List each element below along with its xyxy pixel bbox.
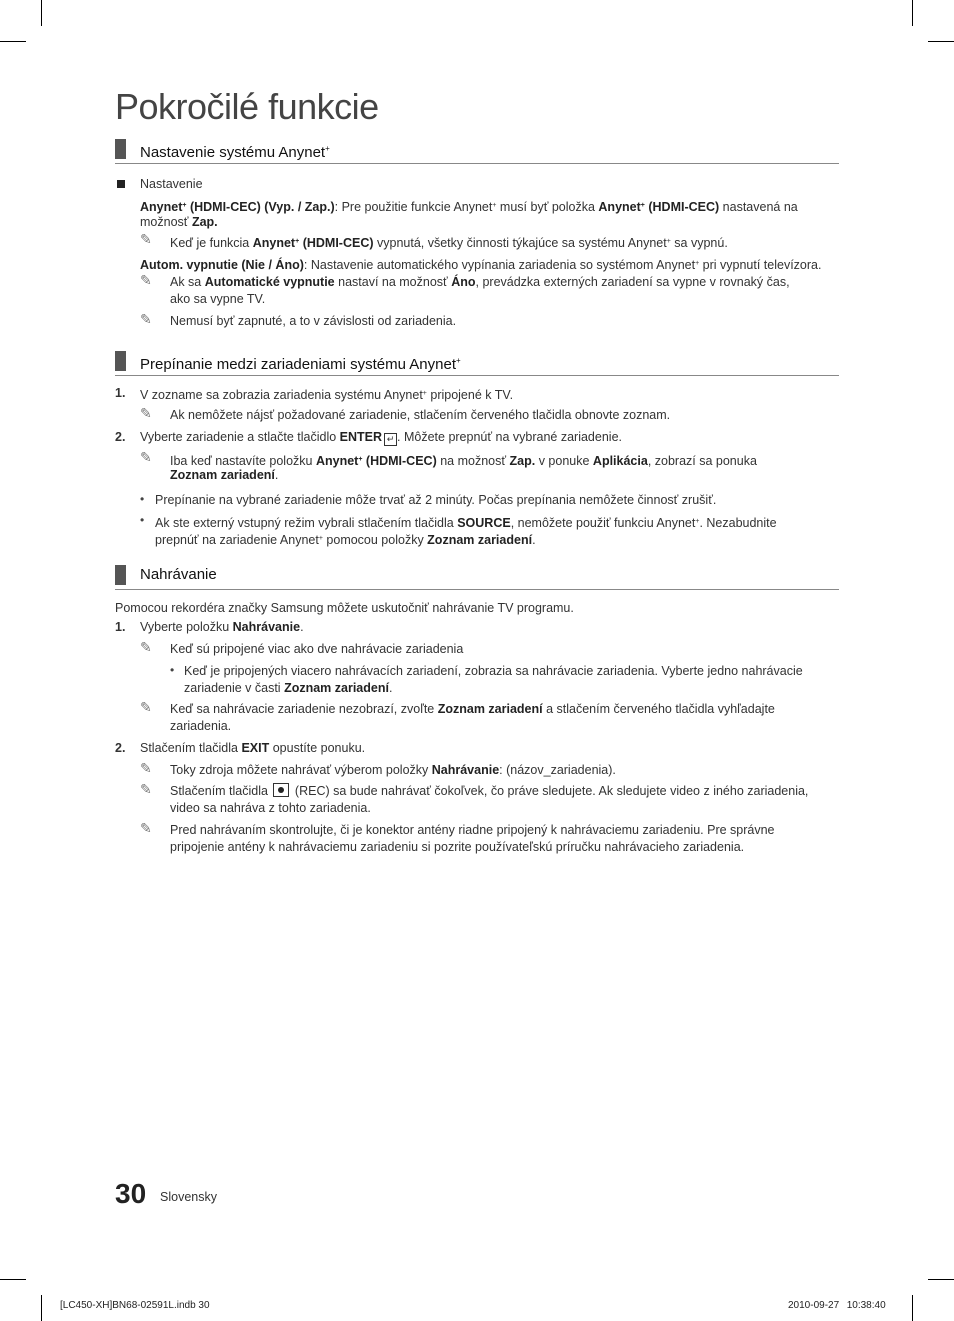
section-title: Nastavenie systému Anynet: [140, 144, 326, 161]
note-text: Keď sú pripojené viac ako dve nahrávacie zariadenia: [170, 642, 464, 656]
paragraph-line: možnosť Zap.: [140, 215, 218, 229]
section-heading-anynet-switching: Prepínanie medzi zariadeniami systému Anynet+: [115, 350, 839, 376]
intro-text: Pomocou rekordéra značky Samsung môžete uskutočniť nahrávanie TV programu.: [115, 601, 574, 615]
bullet-text: Prepínanie na vybrané zariadenie môže trvať až 2 minúty. Počas prepínania nemôžete činnosť zrušiť.: [155, 493, 717, 507]
paragraph-line: Autom. vypnutie (Nie / Áno): Nastavenie automatického vypínania zariadenia so systémom Anynet+ pri vypnutí televízora.: [140, 258, 822, 272]
step-number: 1.: [115, 386, 126, 400]
note-text: Nemusí byť zapnuté, a to v závislosti od zariadenia.: [170, 314, 457, 328]
note-text: ako sa vypne TV.: [170, 292, 266, 306]
bullet-text: Keď je pripojených viacero nahrávacích zariadení, zobrazia sa nahrávacie zariadenia. Vyberte jedno nahrávacie: [184, 664, 803, 678]
paragraph-line: Anynet+ (HDMI-CEC) (Vyp. / Zap.): Pre použitie funkcie Anynet+ musí byť položka Anynet+ (HDMI-CEC) nastavená na: [140, 200, 798, 214]
pencil-note-icon: ✎: [140, 311, 152, 327]
square-bullet-icon: [117, 180, 125, 188]
crop-mark: [41, 1295, 42, 1321]
pencil-note-icon: ✎: [140, 760, 152, 776]
note-text: Zoznam zariadení.: [170, 468, 279, 482]
crop-mark: [912, 0, 913, 26]
bullet-icon: •: [140, 513, 145, 527]
bullet-icon: •: [170, 663, 175, 677]
crop-mark: [41, 0, 42, 26]
bullet-text: zariadenie v časti Zoznam zariadení.: [184, 681, 393, 695]
subheading-nastavenie: Nastavenie: [140, 177, 203, 191]
pencil-note-icon: ✎: [140, 405, 152, 421]
note-text: Toky zdroja môžete nahrávať výberom položky Nahrávanie: (názov_zariadenia).: [170, 763, 616, 777]
pencil-note-icon: ✎: [140, 449, 152, 465]
print-timestamp: 2010-09-27 10:38:40: [788, 1300, 886, 1311]
note-text: video sa nahráva z tohto zariadenia.: [170, 801, 371, 815]
section-bar: [115, 139, 126, 159]
pencil-note-icon: ✎: [140, 231, 152, 247]
note-text: Keď je funkcia Anynet+ (HDMI-CEC) vypnutá, všetky činnosti týkajúce sa systému Anynet+ sa vypnú.: [170, 236, 728, 250]
note-text: Ak nemôžete nájsť požadované zariadenie, stlačením červeného tlačidla obnovte zoznam.: [170, 408, 671, 422]
crop-mark: [912, 1295, 913, 1321]
step-number: 2.: [115, 430, 126, 444]
step-text: Vyberte zariadenie a stlačte tlačidlo ENTER ↵ . Môžete prepnúť na vybrané zariadenie.: [140, 430, 622, 444]
bullet-text: prepnúť na zariadenie Anynet+ pomocou položky Zoznam zariadení.: [155, 533, 536, 547]
section-bar: [115, 565, 126, 585]
note-text: Pred nahrávaním skontrolujte, či je konektor antény riadne pripojený k nahrávaciemu zariadeniu. Pre správne: [170, 823, 775, 837]
step-text: V zozname sa zobrazia zariadenia systému Anynet+ pripojené k TV.: [140, 388, 514, 402]
rec-button-icon: [273, 783, 289, 797]
note-text: Iba keď nastavíte položku Anynet+ (HDMI-CEC) na možnosť Zap. v ponuke Aplikácia, zobrazí sa ponuka: [170, 454, 757, 468]
section-heading-recording: [115, 564, 839, 590]
crop-mark: [928, 41, 954, 42]
section-heading-anynet-setup: Nastavenie systému Anynet+: [115, 138, 839, 164]
note-text: Keď sa nahrávacie zariadenie nezobrazí, zvoľte Zoznam zariadení a stlačením červeného tlačidla vyhľadajte: [170, 702, 775, 716]
step-text: Vyberte položku Nahrávanie.: [140, 620, 304, 634]
language-label: Slovensky: [160, 1190, 217, 1204]
page-number: 30: [115, 1178, 147, 1209]
pencil-note-icon: ✎: [140, 272, 152, 288]
crop-mark: [0, 1279, 26, 1280]
section-title: Prepínanie medzi zariadeniami systému Anynet: [140, 356, 456, 373]
print-file-info: [LC450-XH]BN68-02591L.indb 30: [60, 1300, 210, 1311]
crop-mark: [0, 41, 26, 42]
page-title: Pokročilé funkcie: [115, 86, 379, 127]
pencil-note-icon: ✎: [140, 639, 152, 655]
enter-button-icon: ↵: [384, 433, 397, 446]
pencil-note-icon: ✎: [140, 781, 152, 797]
pencil-note-icon: ✎: [140, 699, 152, 715]
bullet-text: Ak ste externý vstupný režim vybrali stlačením tlačidla SOURCE, nemôžete použiť funkciu Anynet+. Nezabudnite: [155, 516, 777, 530]
bullet-icon: •: [140, 492, 145, 506]
crop-mark: [928, 1279, 954, 1280]
section-bar: [115, 351, 126, 371]
pencil-note-icon: ✎: [140, 820, 152, 836]
note-text: zariadenia.: [170, 719, 232, 733]
step-number: 2.: [115, 741, 126, 755]
step-text: Stlačením tlačidla EXIT opustíte ponuku.: [140, 741, 366, 755]
note-text: Stlačením tlačidla (REC) sa bude nahrávať čokoľvek, čo práve sledujete. Ak sledujete video z iného zariadenia,: [170, 784, 809, 798]
section-title: Nahrávanie: [140, 566, 217, 583]
note-text: Ak sa Automatické vypnutie nastaví na možnosť Áno, prevádzka externých zariadení sa vypne v rovnaký čas,: [170, 275, 790, 289]
step-number: 1.: [115, 620, 126, 634]
note-text: pripojenie antény k nahrávaciemu zariadeniu si pozrite používateľskú príručku nahrávacieho zariadenia.: [170, 840, 745, 854]
